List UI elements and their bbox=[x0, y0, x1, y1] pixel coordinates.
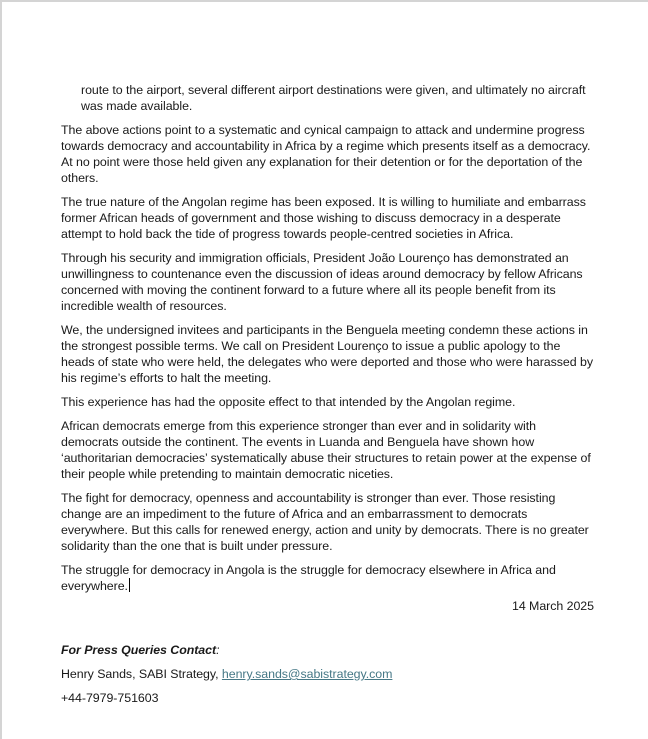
document-body[interactable] bbox=[61, 82, 596, 714]
paragraph: The fight for democracy, openness and accountability is stronger than ever. Those resisting change are an impediment to the future of Africa and an embarrassment to democrats everywhere. But this calls for renewed energy, action and unity by democrats. There is no greater solidarity than the one that is built under pressure. bbox=[61, 491, 589, 553]
paragraph-final bbox=[61, 562, 596, 594]
press-heading-colon: : bbox=[216, 643, 220, 657]
press-heading-text: For Press Queries Contact bbox=[61, 643, 217, 657]
paragraph: The above actions point to a systematic and cynical campaign to attack and undermine progress towards democracy and accountability in Africa by a regime which presents itself as a democracy. At no point were those held given any explanation for their detention or for the deportation of the others. bbox=[61, 123, 591, 185]
contact-email-link[interactable]: henry.sands@sabistrategy.com bbox=[221, 667, 393, 681]
paragraph: We, the undersigned invitees and participants in the Benguela meeting condemn these actions in the strongest possible terms. We call on President Lourenço to issue a public apology to the heads of state who were held, the delegates who were deported and those who were harassed by his regime’s efforts to halt the meeting. bbox=[61, 323, 593, 385]
document-date: 14 March 2025 bbox=[511, 599, 594, 613]
paragraph: This experience has had the opposite effect to that intended by the Angolan regime. bbox=[61, 395, 516, 409]
text-cursor bbox=[129, 578, 130, 592]
contact-phone: +44-7979-751603 bbox=[61, 691, 159, 705]
paragraph-continued: route to the airport, several different airport destinations were given, and ultimately no aircraft was made available. bbox=[81, 83, 586, 113]
paragraph-final-text: The struggle for democracy in Angola is the struggle for democracy elsewhere in Africa and everywhere. bbox=[61, 563, 556, 593]
paragraph: The true nature of the Angolan regime has been exposed. It is willing to humiliate and embarrass former African heads of government and those wishing to discuss democracy in a desperate attempt to hold back the tide of progress towards people-centred societies in Africa. bbox=[61, 195, 586, 241]
paragraph: Through his security and immigration officials, President João Lourenço has demonstrated an unwillingness to countenance even the discussion of ideas around democracy by fellow Africans concerned with moving the continent forward to a future where all its people benefit from its incredible wealth of resources. bbox=[61, 251, 583, 313]
press-contact-heading bbox=[61, 642, 596, 658]
contact-name-org: Henry Sands, SABI Strategy, bbox=[61, 667, 222, 681]
press-contact-line bbox=[61, 666, 596, 682]
paragraph: African democrats emerge from this experience stronger than ever and in solidarity with democrats outside the continent. The events in Luanda and Benguela have shown how ‘authoritarian democracies’ systematically abuse their structures to retain power at the expense of their people while pretending to maintain democratic niceties. bbox=[61, 419, 591, 481]
